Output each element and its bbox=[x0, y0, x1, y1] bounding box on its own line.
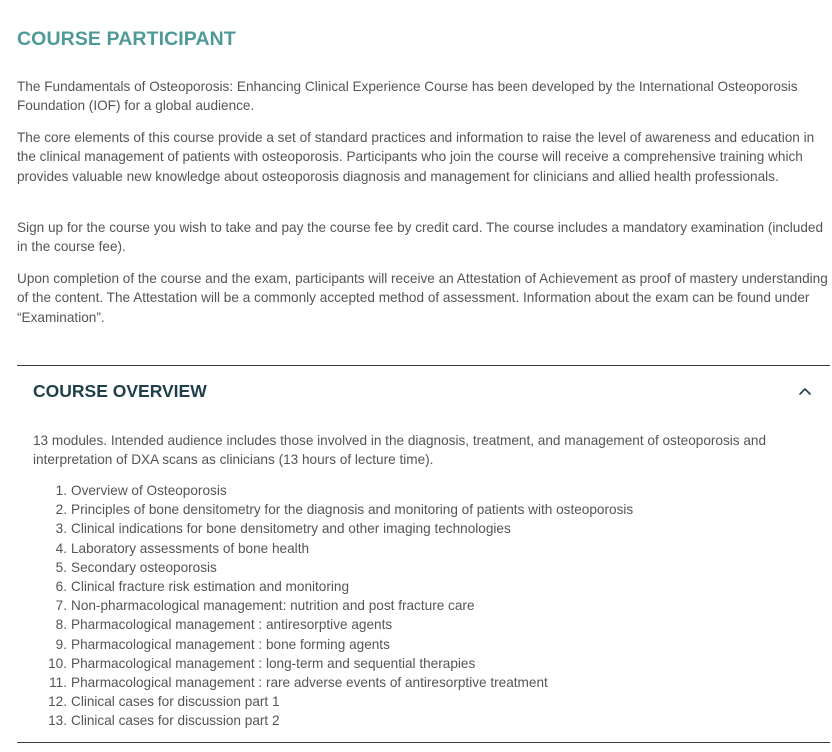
course-overview-description: 13 modules. Intended audience includes those involved in the diagnosis, treatment, and management of osteoporosis and interpretation of DXA scans as clinicians (13 hours of lecture time). bbox=[33, 433, 767, 468]
module-item bbox=[33, 519, 813, 538]
module-label: Pharmacological management : long-term and sequential therapies bbox=[71, 655, 476, 671]
module-label: Clinical fracture risk estimation and monitoring bbox=[71, 578, 350, 594]
module-number: 2. bbox=[55, 502, 67, 518]
intro-paragraph: Upon completion of the course and the exam, participants will receive an Attestation of Achievement as proof of mastery understanding of the content. The Attestation will be a commonly accepted method of assessment. Information about the exam can be found under “Examination”. bbox=[17, 271, 828, 325]
module-label: Clinical cases for discussion part 1 bbox=[71, 694, 280, 710]
module-label: Overview of Osteoporosis bbox=[71, 483, 227, 498]
module-item bbox=[33, 500, 813, 519]
module-label: Pharmacological management : bone forming agents bbox=[71, 636, 390, 652]
chevron-up-icon[interactable] bbox=[797, 383, 813, 399]
intro-paragraph: Sign up for the course you wish to take and pay the course fee by credit card. The course includes a mandatory examination (included in the course fee). bbox=[17, 220, 824, 255]
module-number: 6. bbox=[55, 578, 67, 594]
module-item bbox=[33, 481, 813, 500]
course-overview-toggle[interactable] bbox=[17, 366, 830, 418]
intro-paragraph: The core elements of this course provide a set of standard practices and information to raise the level of awareness and education in the clinical management of patients with osteoporosis. Participants who join the course will receive a comprehensive training which provides valuable new knowledge about osteoporosis diagnosis and management for clinicians and allied health professionals. bbox=[17, 130, 815, 184]
intro-paragraph: The Fundamentals of Osteoporosis: Enhancing Clinical Experience Course has been developed by the International Osteoporosis Foundation (IOF) for a global audience. bbox=[17, 79, 798, 114]
module-label: Clinical indications for bone densitometry and other imaging technologies bbox=[71, 521, 511, 537]
module-item bbox=[33, 615, 813, 634]
module-number: 12. bbox=[48, 694, 67, 710]
module-number: 7. bbox=[55, 598, 67, 614]
module-number: 8. bbox=[55, 617, 67, 633]
module-label: Clinical cases for discussion part 2 bbox=[71, 713, 280, 729]
module-number: 9. bbox=[55, 636, 67, 652]
module-number: 11. bbox=[49, 674, 67, 690]
module-item bbox=[33, 558, 813, 577]
module-number: 3. bbox=[55, 521, 67, 537]
module-label: Laboratory assessments of bone health bbox=[71, 540, 310, 556]
module-number: 4. bbox=[55, 540, 67, 556]
module-number: 10. bbox=[48, 655, 67, 671]
module-label: Principles of bone densitometry for the diagnosis and monitoring of patients with osteoporosis bbox=[71, 502, 634, 518]
module-item bbox=[33, 539, 813, 558]
module-label: Secondary osteoporosis bbox=[71, 559, 217, 575]
module-label: Pharmacological management : antiresorptive agents bbox=[71, 617, 393, 633]
module-item bbox=[33, 692, 813, 711]
module-item bbox=[33, 654, 813, 673]
module-item bbox=[33, 596, 813, 615]
module-item bbox=[33, 711, 813, 730]
module-label: Pharmacological management : rare adverse events of antiresorptive treatment bbox=[71, 674, 548, 690]
module-item bbox=[33, 577, 813, 596]
page-title: COURSE PARTICIPANT bbox=[17, 28, 236, 50]
module-item bbox=[33, 635, 813, 654]
module-number: 1. bbox=[55, 483, 67, 498]
module-label: Non-pharmacological management: nutrition and post fracture care bbox=[71, 598, 475, 614]
module-item bbox=[33, 673, 813, 692]
module-number: 13. bbox=[48, 713, 67, 729]
module-number: 5. bbox=[55, 559, 67, 575]
module-list bbox=[33, 481, 813, 730]
divider-bottom bbox=[17, 742, 830, 743]
course-overview-title: COURSE OVERVIEW bbox=[33, 381, 207, 401]
